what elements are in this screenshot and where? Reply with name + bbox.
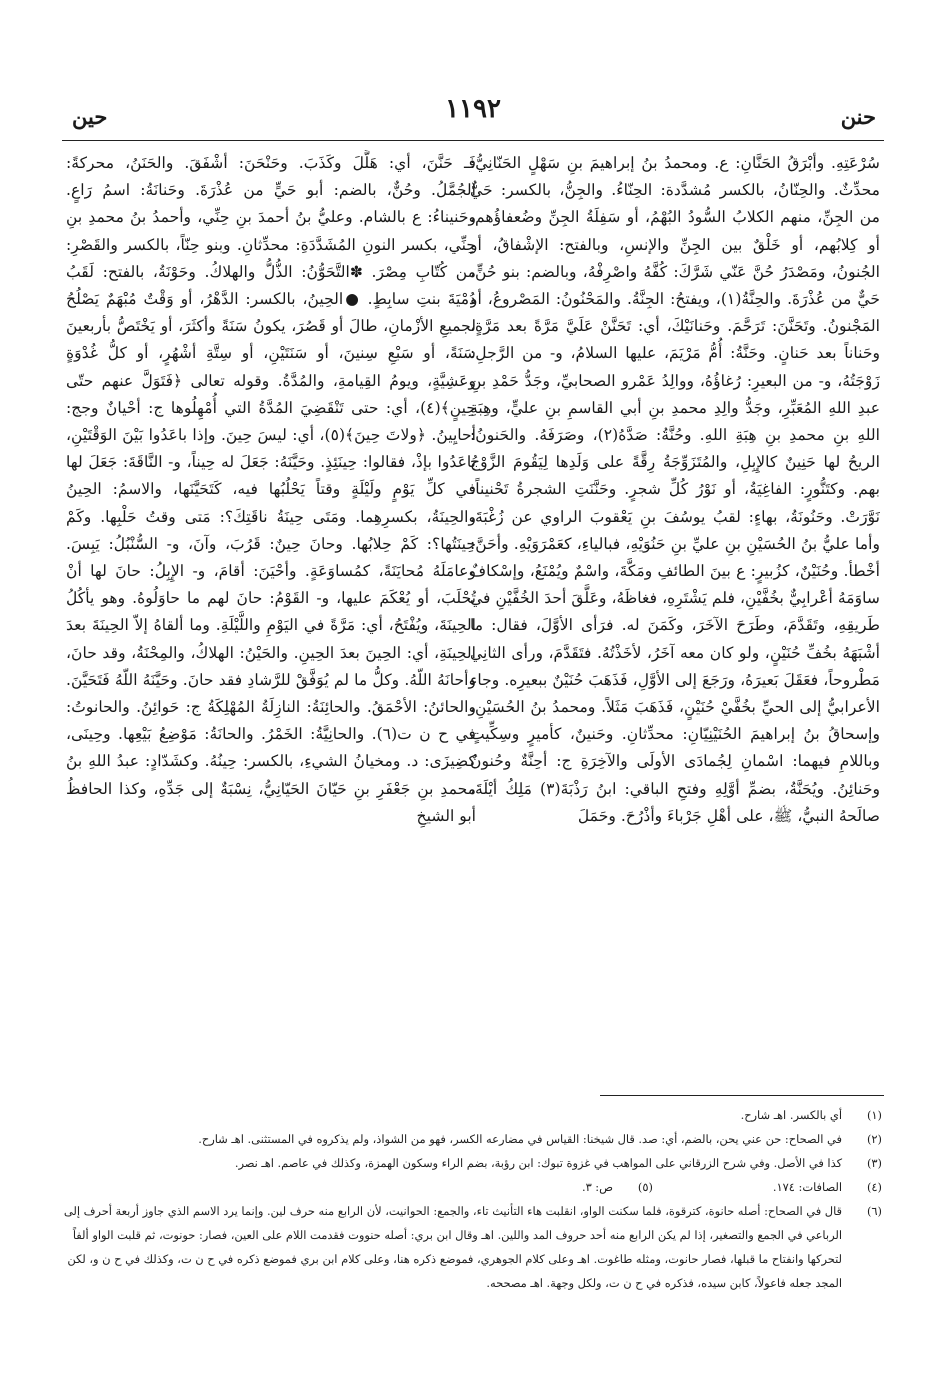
- footnote-number: (٦): [866, 1204, 882, 1218]
- text-column-right: [470, 150, 880, 1075]
- running-headword-right: حنن: [840, 104, 876, 129]
- footnote: [60, 1103, 882, 1127]
- text-column-left: [66, 150, 476, 1075]
- header-rule: [62, 140, 884, 141]
- footnote-text: كذا في الأصل. وفي شرح الزرقاني على المواهب في غزوة تبوك: ابن رؤبة، بضم الراء وسكون الهمزة، وكذلك في عاصم. اهـ نصر.: [234, 1156, 842, 1170]
- page-header: [62, 88, 884, 138]
- footnote-number: (٤): [866, 1180, 882, 1194]
- footnote-text: قال في الصحاح: أصله حانوة، كترقوة، فلما سكنت الواو، انقلبت هاء التأنيث تاء، والجمع: الحوانيت، لأن الرابع منه حرف لين. وإنما يرد الاسم الذي جاوز أربعة أحرف إلى الرباعي في الجمع والتصغير، إذا لم يكن الرابع منه أحد حروف المد واللين. اهـ وقال ابن بري: أصله حنووت فقدمت اللام على العين، فصار: حونوت، ثم قلبت الواو ألفاً لتحركها وانفتاح ما قبلها، فصار حانوت، ومثله طاغوت. اهـ وعلى كلام الجوهري، فموضع ذكره هنا، وعلى كلام ابن بري فموضع ذكره في ح ن ت، وكذلك في ح ن و، لكن المجد جعله فاعولاً، كابن سيده، فذكره في ح ن ت، ولكل وجهة. اهـ مصححه.: [63, 1204, 842, 1290]
- column-left-text: فَـ حَنَّنَ، أي: هَلَّلَ وكَذَبَ. وحَنْحَنَ: أشْفَقَ. والحَنَنُ، محركةً: الجُمَّلُ. وحُنٌّ، بالضم: أبو حَيٍّ من عُذْرَةَ. وحَنانَةُ: اسمُ رَاعٍ. وحَنيناءُ: ع بالشام. وعليُّ بنُ أحمدَ بنِ حِنِّي، وأحمدُ بنُ محمدِ بنِ حِنِّي، بكسر النونِ المُشَدَّدَةِ: محدِّثانِ. وبنو حِنّاً، بالكسر والقَصْرِ: من كُتّابِ مِصْرَ. ✽التَّحَوُّنُ: الذُّلُّ والهلاكُ. وحَوْنَةُ، بالفتح: لَقَبُ دُمْيَةَ بنتِ سابِطٍ. ●الحِينُ، بالكسر: الدَّهْرُ، أو وَقْتٌ مُبْهَمٌ يَصْلُحُ لجميعِ الأزْمانِ، طالَ أو قَصُرَ، يكونُ سَنَةً وأكثَرَ، أو يَخْتَصُّ بأربعينَ سَنَةً، أو سَبْعِ سِنينَ، أو سَنَتَيْنِ، أو سِتَّةِ أشْهُرٍ، أو كلُّ غُدْوَةٍ وعَشِيَّةٍ، ويومُ القِيامةِ، والمُدَّةُ. وقوله تعالى ﴿فَتَوَلَّ عنهم حتّى حِينٍ﴾(٤)، أي: حتى تَنْقَضِيَ المُدَّةُ التي أُمْهِلُوها ج: أحْيانٌ وجج: أحايِينُ. ﴿ولاتَ حِينَ﴾(٥)، أي: ليسَ حِينَ. وإذا باعَدُوا بَيْنَ الوَقْتَيْنِ، باعَدُوا بإذْ، فقالوا: حِينَئِذٍ. وحَيَّنَهُ: جَعَلَ له حِيناً، و- النَّاقَةَ: جَعَلَ لها في كلِّ يَوْمٍ ولَيْلَةٍ وقتاً يَحْلُبُها فيه، كَتَحَيَّنَها، والاسمُ: الحِينُ والحِينَةُ، بكسرِهِما. ومَتَى حِينَةُ ناقَتِكَ؟: مَتى وقتُ حَلْبِها. وكَمْ حِينَتُها؟: كَمْ حِلابُها. وحانَ حِينٌ: قَرُبَ، وآنَ، و- السُّنْبُلُ: يَبِسَ. وعامَلَهُ مُحايَنَةً، كمُساوَعَةٍ. وأحْيَنَ: أقامَ، و- الإِبِلُ: حانَ لها أنْ تُحْلَبَ، أو يُعْكَمَ عليها، و- القَوْمُ: حانَ لهم ما حاوَلُوهُ. وهو يأكُلُ الحِينَةَ، ويُفْتَحُ، أي: مَرَّةً في اليَوْمِ واللَّيْلَةِ. وما ألقاهُ إلاّ الحِينَةَ بعدَ الحِينَةِ، أي: الحِينَ بعدَ الحِينِ. والحَيْنُ: الهلاكُ، والمِحْنَةُ، وقد حانَ، وأحانَهُ اللّهُ. وكلُّ ما لم يُوَفَّقْ للرَّشادِ فقد حانَ. وحَيَّنَهُ اللّهُ فَتَحَيَّنَ. والحائنُ: الأحْمَقُ. والحائِنَةُ: النازِلَةُ المُهْلِكَةُ ج: حَوائِنُ. والحانوتُ: في ح ن ت(٦). والحانِيَّةُ: الخَمْرُ. والحانَةُ: مَوْضِعُ بَيْعِها. وحِينَى، كضِيزَى: د. ومخيانُ الشيءِ، بالكسر: حِينُهُ. وكشَدّادٍ: عبدُ اللهِ بنُ محمدِ بنِ جَعْفَرِ بنِ حَيّانَ الحَيّانِيُّ، نِسْبَةٌ إلى جَدِّهِ، وكذا الحافظُ أبو الشيخِ: [66, 154, 476, 825]
- footnote-number: (٣): [866, 1156, 882, 1170]
- footnote: [60, 1151, 882, 1175]
- footnote-rule: [600, 1095, 884, 1096]
- footnote-text: أي بالكسر. اهـ شارح.: [740, 1108, 842, 1122]
- footnote-number: (١): [866, 1108, 882, 1122]
- footnote-text: في الصحاح: حن عني يحن، بالضم، أي: صد. قال شيخنا: القياس في مضارعه الكسر، فهو من الشواذ، ولم يذكروه في المستثنى. اهـ شارح.: [198, 1132, 842, 1146]
- running-headword-left: حين: [72, 104, 108, 129]
- column-right-text: سُرْعَتِهِ. وأبْرَقُ الحَنَّانِ: ع. ومحمدُ بنُ إبراهيمَ بنِ سَهْلٍ الحَنّانِيُّ: محدِّثٌ. والحِنّانُ، بالكسر مُشدَّدة: الحِنّاءُ. والجِنُّ، بالكسر: حَيٌّ من الجِنِّ، منهم الكلابُ السُّودُ البُهْمُ، أو سَفِلَةُ الجِنِّ وضُعفاؤُهم، أو كِلابُهم، أو خَلْقٌ بين الجِنِّ والإنسِ، وبالفتح: الإشْفاقُ، أو الجُنونُ، ومَصْدَرُ حُنَّ عَنّي شَرَّكَ: كُفَّهُ واصْرِفْهُ، وبالضم: بنو حُنٍّ، حَيٌّ من عُذْرَةَ. والحِنَّةُ(١)، ويفتحُ: الجِنَّةُ. والمَحْنُونُ: المَصْروعُ، أو المَجْنونُ. وتَحَنَّنَ: تَرَحَّمَ. وحَنانَيْكَ، أي: تَحَنَّنْ عَلَيَّ مَرَّةً بعد مَرَّةٍ، وحَناناً بعد حَنانٍ. وحَنَّةُ: أُمُّ مَرْيَمَ، عليها السلامُ، و- من الرَّجلِ: زَوْجَتُهُ، و- من البعيرِ: رُغاؤُهُ، ووالِدُ عَمْرو الصحابيِّ، وجَدُّ حَمْدِ بنِ عبدِ اللهِ المُعَبِّرِ، وجَدُّ والِدِ محمدِ بنِ أبي القاسمِ بنِ عليٍّ، وهِبَةِ اللهِ بنِ محمدِ بنِ هِبَةِ اللهِ. وحُنَّةُ: صَدَّهُ(٢)، وصَرَفَهُ. والحَنونُ: الريحُ لها حَنِينٌ كالإِبِلِ، والمُتَزَوِّجَةُ رِقَّةً على وَلَدِها لِيَقُومَ الزَّوْجُ بهم. وكتَنُّورٍ: الفاغِيَةُ، أو نَوْرُ كُلِّ شجرٍ. وحَنَّنَتِ الشجرةُ تَحْنيناً: نَوَّرَتْ. وحَنُونَةُ، بهاءٍ: لقبُ يوسُفَ بنِ يَعْقوبَ الراوي عن زُغْبَةَ، وأما عليُّ بنُ الحُسَيْنِ بنِ عليِّ بنِ حَنُوَيْهِ، فبالياءِ، كعَمْرَوَيْهِ. وأحَنَّ: أخْطأ. وحُنَيْنٌ، كزُبيرٍ: ع بينَ الطائفِ ومَكَّةَ، واسْمٌ ويُمْنَعُ، وإسْكافٌ ساوَمَهُ أعْرابِيٌّ بخُفَّيْنِ، فلم يَشْتَرِهِ، فغاظَهُ، وعَلَّقَ أحدَ الخُفَّيْنِ في طَريقِهِ، وتَقَدَّمَ، وطَرَحَ الآخَرَ، وكَمَنَ له. فرَأى الأوَّلَ، فقال: ما أشْبَهَهُ بخُفِّ حُنَيْنٍ، ولو كان معه آخَرُ، لأخَذْتُهُ. فتَقَدَّمَ، ورأى الثانِي مَطْروحاً، فعَقَلَ بَعيرَهُ، ورَجَعَ إلى الأوَّلِ، فَذَهَبَ حُنَيْنٌ ببعيرِه. وجاء الأعرابيُّ إلى الحيِّ بخُفَّيْ حُنَيْنٍ، فَذَهَبَ مَثَلاً. ومحمدُ بنُ الحُسَيْنِ، وإسحاقُ بنُ إبراهيمَ الحُنَيْنِيّانِ: محدِّثانِ. وحَنينٌ، كأميرٍ وسِكِّيتٍ وباللامِ فيهما: اسْمانِ لِجُمادَى الأولَى والآخِرَةِ ج: أحِنَّةٌ وحُنونٌ وحَنائِنُ. ويُحَنَّةُ، بضمِّ أوَّلِهِ وفتحِ الباقي: ابنُ رَذْبَةَ(٣) مَلِكُ أيْلَةَ، صالَحهُ النبيُّ، ﷺ، على أهْلِ جَرْباءَ وأذْرُحَ. وحَمَلَ: [470, 154, 880, 825]
- footnotes: [60, 1103, 882, 1295]
- footnote-row: [60, 1175, 882, 1199]
- footnote-text: الصافات: ١٧٤.: [772, 1180, 842, 1194]
- footnote-text: ص: ٣.: [581, 1180, 613, 1194]
- footnote-number: (٢): [866, 1132, 882, 1146]
- page-number: ١١٩٢: [445, 94, 501, 124]
- footnote-number: (٥): [637, 1180, 653, 1194]
- footnote: [60, 1127, 882, 1151]
- footnote: [60, 1199, 882, 1295]
